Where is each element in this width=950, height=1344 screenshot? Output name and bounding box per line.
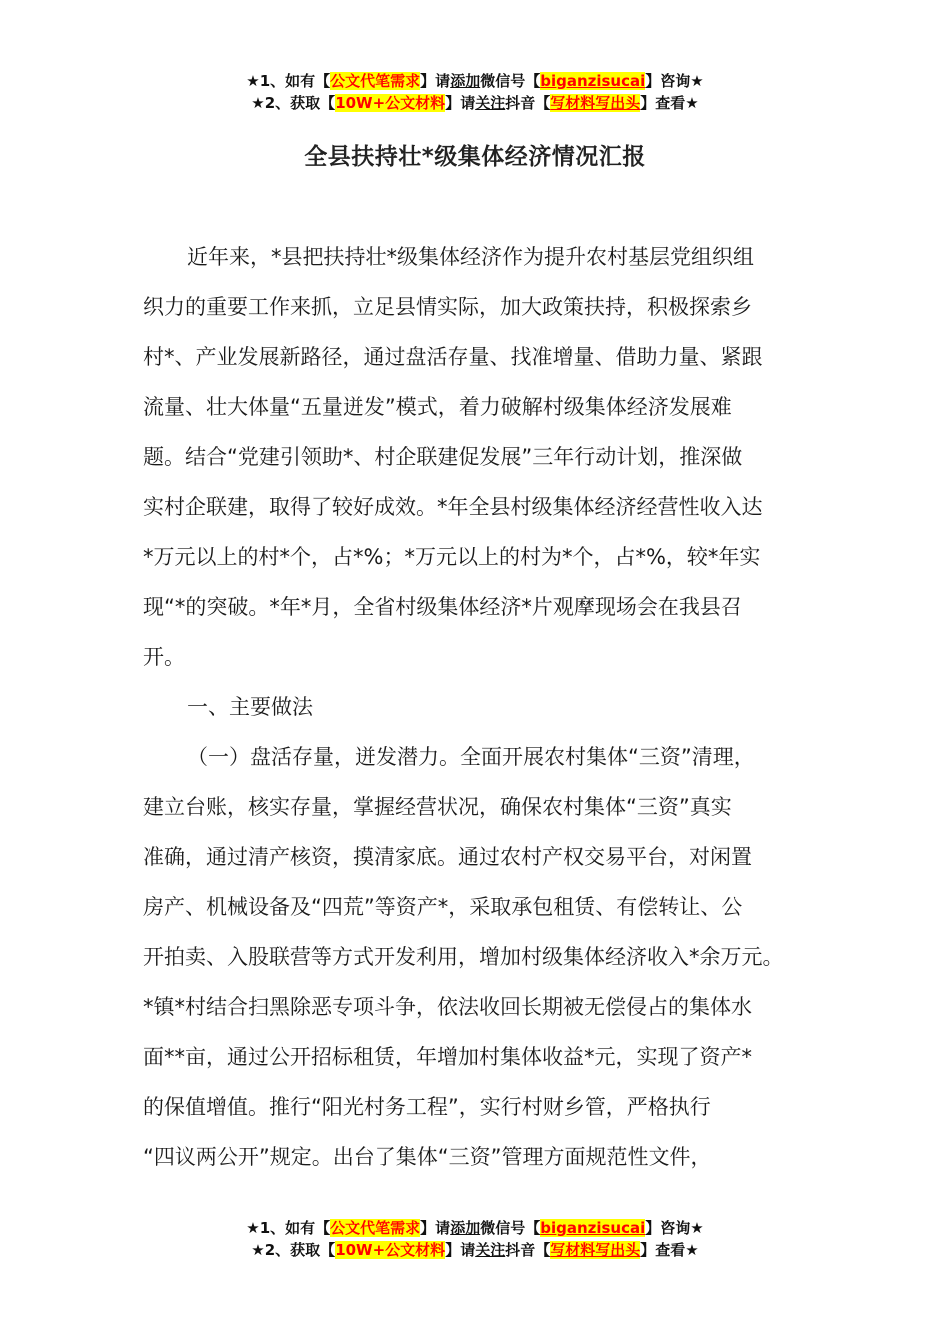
body-line: 建立台账，核实存量，掌握经营状况，确保农村集体“三资”真实	[143, 795, 732, 819]
section-heading: 一、主要做法	[187, 695, 313, 719]
document-body	[143, 232, 833, 1182]
body-line: 面**亩，通过公开招标租赁，年增加村集体收益*元，实现了资产*	[143, 1045, 752, 1069]
banner-text: 抖音【	[505, 94, 551, 112]
body-line: 近年来，*县把扶持壮*级集体经济作为提升农村基层党组织组	[187, 245, 754, 269]
highlight-service: 公文代笔需求	[330, 1219, 421, 1237]
body-line: 村*、产业发展新路径，通过盘活存量、找准增量、借助力量、紧跟	[143, 345, 763, 369]
emphasis-follow: 关注	[475, 1241, 506, 1259]
banner-text: 】请	[420, 1219, 451, 1237]
body-line: 题。结合“党建引领助*、村企联建促发展”三年行动计划，推深做	[143, 445, 743, 469]
banner-line-2	[0, 1239, 950, 1261]
body-line: 现“*的突破。*年*月，全省村级集体经济*片观摩现场会在我县召	[143, 595, 742, 619]
highlight-douyin-account: 写材料写出头	[550, 94, 641, 112]
header-banner	[0, 70, 950, 114]
emphasis-follow: 关注	[475, 94, 506, 112]
highlight-wechat-id: biganzisucai	[540, 1219, 646, 1237]
banner-text: 】请	[445, 1241, 476, 1259]
body-line: “四议两公开”规定。出台了集体“三资”管理方面规范性文件，	[143, 1145, 712, 1169]
banner-text: 】咨询★	[645, 1219, 704, 1237]
document-title: 全县扶持壮*级集体经济情况汇报	[304, 144, 646, 170]
emphasis-add: 添加	[450, 72, 481, 90]
banner-text: ★1、如有【	[246, 72, 331, 90]
body-line: 准确，通过清产核资，摸清家底。通过农村产权交易平台，对闲置	[143, 845, 752, 869]
highlight-materials: 10W+公文材料	[335, 1241, 446, 1259]
body-line: 开。	[143, 645, 185, 669]
banner-text: 】请	[420, 72, 451, 90]
body-line: 开拍卖、入股联营等方式开发利用，增加村级集体经济收入*余万元。	[143, 945, 784, 969]
body-line: 的保值增值。推行“阳光村务工程”，实行村财乡管，严格执行	[143, 1095, 711, 1119]
banner-text: 】查看★	[640, 94, 699, 112]
body-line: 房产、机械设备及“四荒”等资产*，采取承包租赁、有偿转让、公	[143, 895, 743, 919]
banner-text: 微信号【	[480, 1219, 541, 1237]
banner-line-1	[0, 70, 950, 92]
banner-text: ★1、如有【	[246, 1219, 331, 1237]
subsection-line: （一）盘活存量，迸发潜力。全面开展农村集体“三资”清理，	[187, 745, 755, 769]
emphasis-add: 添加	[450, 1219, 481, 1237]
body-line: *镇*村结合扫黑除恶专项斗争，依法收回长期被无偿侵占的集体水	[143, 995, 752, 1019]
body-line: 流量、壮大体量“五量迸发”模式，着力破解村级集体经济发展难	[143, 395, 732, 419]
highlight-wechat-id: biganzisucai	[540, 72, 646, 90]
body-line: *万元以上的村*个，占*%；*万元以上的村为*个，占*%，较*年实	[143, 545, 761, 569]
highlight-douyin-account: 写材料写出头	[550, 1241, 641, 1259]
body-line: 织力的重要工作来抓，立足县情实际，加大政策扶持，积极探索乡	[143, 295, 752, 319]
banner-line-1	[0, 1217, 950, 1239]
banner-text: 】查看★	[640, 1241, 699, 1259]
banner-text: ★2、获取【	[251, 94, 336, 112]
banner-text: ★2、获取【	[251, 1241, 336, 1259]
banner-text: 微信号【	[480, 72, 541, 90]
banner-text: 】咨询★	[645, 72, 704, 90]
highlight-service: 公文代笔需求	[330, 72, 421, 90]
banner-text: 】请	[445, 94, 476, 112]
highlight-materials: 10W+公文材料	[335, 94, 446, 112]
banner-line-2	[0, 92, 950, 114]
body-line: 实村企联建，取得了较好成效。*年全县村级集体经济经营性收入达	[143, 495, 763, 519]
banner-text: 抖音【	[505, 1241, 551, 1259]
footer-banner	[0, 1217, 950, 1261]
